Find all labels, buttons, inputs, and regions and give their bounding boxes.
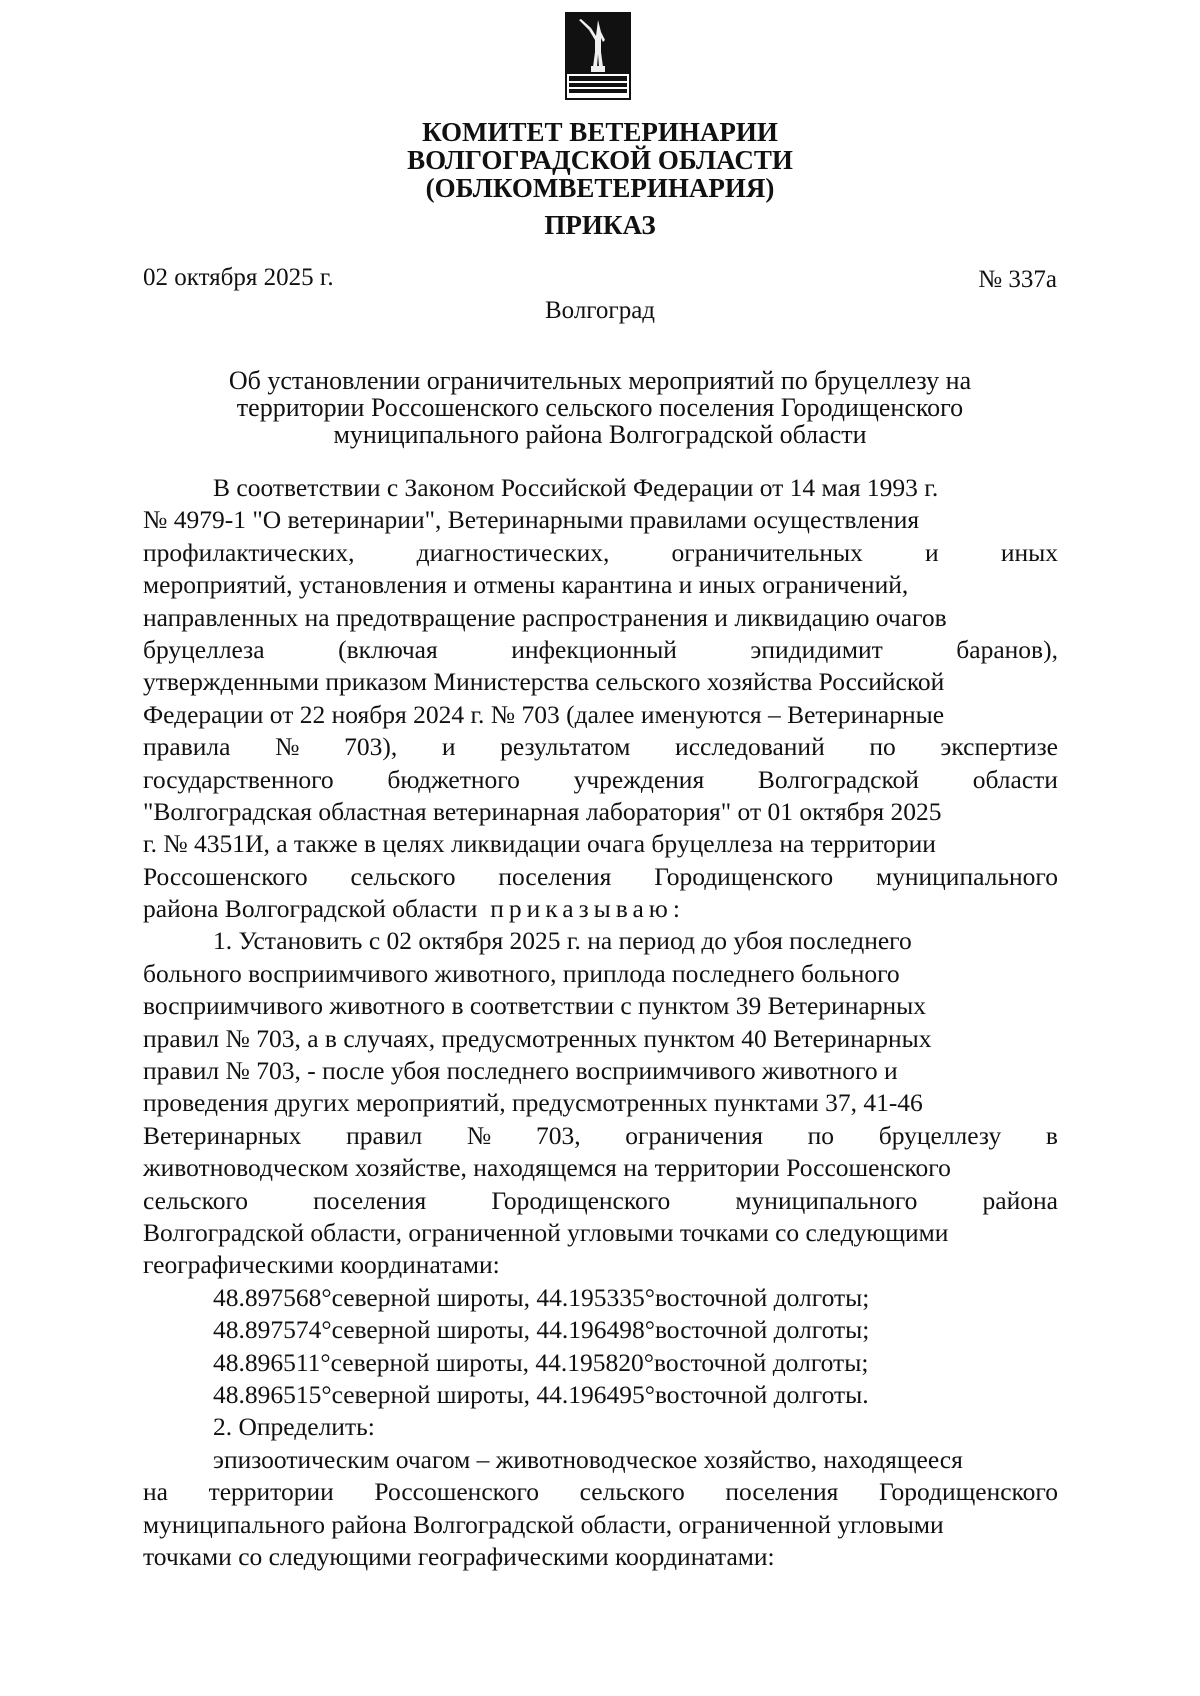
document-number: № 337а (978, 266, 1057, 293)
word: поселения (313, 1185, 427, 1215)
word: ограничения (625, 1120, 763, 1150)
paragraph-1-line: правил № 703, - после убоя последнего восприимчивого животного и (143, 1056, 898, 1086)
word: поселения (498, 861, 612, 891)
paragraph-2-line: муниципального района Волгоградской области, ограниченной угловыми (143, 1509, 944, 1539)
body-line: № 4979-1 "О ветеринарии", Ветеринарными правилами осуществления (143, 505, 920, 535)
subject-line: Об установлении ограничительных мероприятий по бруцеллезу на (228, 366, 972, 395)
body-line-justified (143, 764, 1058, 796)
word: правила (143, 732, 231, 762)
paragraph-1-line: географическими координатами: (143, 1250, 500, 1280)
order-word: приказываю: (490, 894, 685, 924)
word: бруцеллеза (143, 634, 265, 664)
word: баранов), (956, 634, 1058, 664)
body-line-justified (143, 731, 1058, 763)
organization-name-line-1: КОМИТЕТ ВЕТЕРИНАРИИ (422, 117, 778, 147)
paragraph-1-line: проведения других мероприятий, предусмотренных пунктами 37, 41-46 (143, 1088, 923, 1118)
word: и (441, 732, 456, 762)
word: учреждения (573, 764, 705, 794)
word: Городищенского (878, 1477, 1058, 1507)
coordinate-line: 48.897568°северной широты, 44.195335°восточной долготы; (213, 1282, 870, 1312)
word: государственного (143, 764, 334, 794)
body-line: "Волгоградская областная ветеринарная лаборатория" от 01 октября 2025 (143, 796, 942, 826)
word: № (466, 1120, 492, 1150)
subject-line: территории Россошенского сельского поселения Городищенского (236, 393, 964, 422)
word: профилактических, (143, 537, 355, 567)
paragraph-1-line: больного восприимчивого животного, приплода последнего больного (143, 958, 900, 988)
word: в (1045, 1120, 1058, 1150)
body-line-justified (143, 1120, 1058, 1152)
word: инфекционный (511, 634, 677, 664)
word: сельского (143, 1185, 249, 1215)
coordinate-line: 48.897574°северной широты, 44.196498°восточной долготы; (213, 1315, 870, 1345)
word: района (982, 1185, 1058, 1215)
paragraph-1-line: Волгоградской области, ограниченной угловыми точками со следующими (143, 1217, 949, 1247)
body-line: утвержденными приказом Министерства сельского хозяйства Российской (143, 667, 945, 697)
body-line: г. № 4351И, а также в целях ликвидации очага бруцеллеза на территории (143, 829, 936, 859)
word: исследований (675, 732, 825, 762)
coordinate-line: 48.896515°северной широты, 44.196495°восточной долготы. (213, 1379, 869, 1409)
coordinate-line: 48.896511°северной широты, 44.195820°восточной долготы; (213, 1347, 869, 1377)
subject-line: муниципального района Волгоградской области (333, 420, 867, 449)
word: области (972, 764, 1058, 794)
organization-abbreviation: (ОБЛКОМВЕТЕРИНАРИЯ) (425, 173, 775, 203)
body-line: Федерации от 22 ноября 2024 г. № 703 (далее именуются – Ветеринарные (143, 699, 945, 729)
document-date: 02 октября 2025 г. (143, 264, 334, 291)
word: Городищенского (491, 1185, 671, 1215)
word: Волгоградской (757, 764, 919, 794)
body-line (143, 893, 1058, 925)
word: результатом (500, 732, 631, 762)
word: (включая (338, 634, 438, 664)
word: Россошенского (143, 861, 308, 891)
volgograd-coat-of-arms-icon (565, 12, 631, 100)
organization-name-line-2: ВОЛГОГРАДСКОЙ ОБЛАСТИ (407, 145, 793, 175)
body-line-justified (143, 1185, 1058, 1217)
word: диагностических, (416, 537, 610, 567)
body-line: мероприятий, установления и отмены карантина и иных ограничений, (143, 570, 909, 600)
document-subject (0, 367, 1200, 448)
paragraph-2-line: точками со следующими географическими координатами: (143, 1541, 775, 1571)
body-line: В соответствии с Законом Российской Федерации от 14 мая 1993 г. (213, 473, 939, 502)
body-line: направленных на предотвращение распространения и ликвидацию очагов (143, 602, 947, 632)
word: иных (1000, 537, 1058, 567)
paragraph-2-line: 2. Определить: (213, 1412, 375, 1442)
word: по (807, 1120, 835, 1150)
word: территории (208, 1477, 334, 1507)
word: 703), (344, 732, 398, 762)
word: Россошенского (374, 1477, 540, 1507)
word: сельского (350, 861, 456, 891)
paragraph-1-line: правил № 703, а в случаях, предусмотренных пунктом 40 Ветеринарных (143, 1023, 932, 1053)
word: бюджетного (387, 764, 520, 794)
body-line-justified (143, 861, 1058, 893)
text-fragment: района Волгоградской области (143, 894, 478, 924)
word: эпидидимит (750, 634, 883, 664)
document-body (143, 472, 1058, 1573)
word: бруцеллезу (878, 1120, 1002, 1150)
word: муниципального (875, 861, 1058, 891)
word: и (925, 537, 939, 567)
word: на (143, 1477, 168, 1507)
paragraph-1-line: животноводческом хозяйстве, находящемся на территории Россошенского (143, 1153, 951, 1183)
body-line-justified (143, 1476, 1058, 1508)
document-city: Волгоград (544, 297, 656, 324)
word: сельского (579, 1477, 685, 1507)
body-line-justified (143, 537, 1058, 569)
paragraph-1-line: восприимчивого животного в соответствии с пунктом 39 Ветеринарных (143, 991, 927, 1021)
word: муниципального (735, 1185, 918, 1215)
word: поселения (725, 1477, 839, 1507)
body-line-justified (143, 634, 1058, 666)
word: Городищенского (654, 861, 834, 891)
paragraph-1-line: 1. Установить с 02 октября 2025 г. на период до убоя последнего (213, 926, 912, 956)
word: № (275, 732, 300, 762)
word: Ветеринарных (143, 1120, 302, 1150)
word: ограничительных (671, 537, 863, 567)
document-type: ПРИКАЗ (544, 210, 656, 240)
word: экспертизе (940, 732, 1058, 762)
word: по (869, 732, 896, 762)
paragraph-2-line: эпизоотическим очагом – животноводческое хозяйство, находящееся (213, 1444, 963, 1474)
word: 703, (535, 1120, 581, 1150)
word: правил (346, 1120, 423, 1150)
